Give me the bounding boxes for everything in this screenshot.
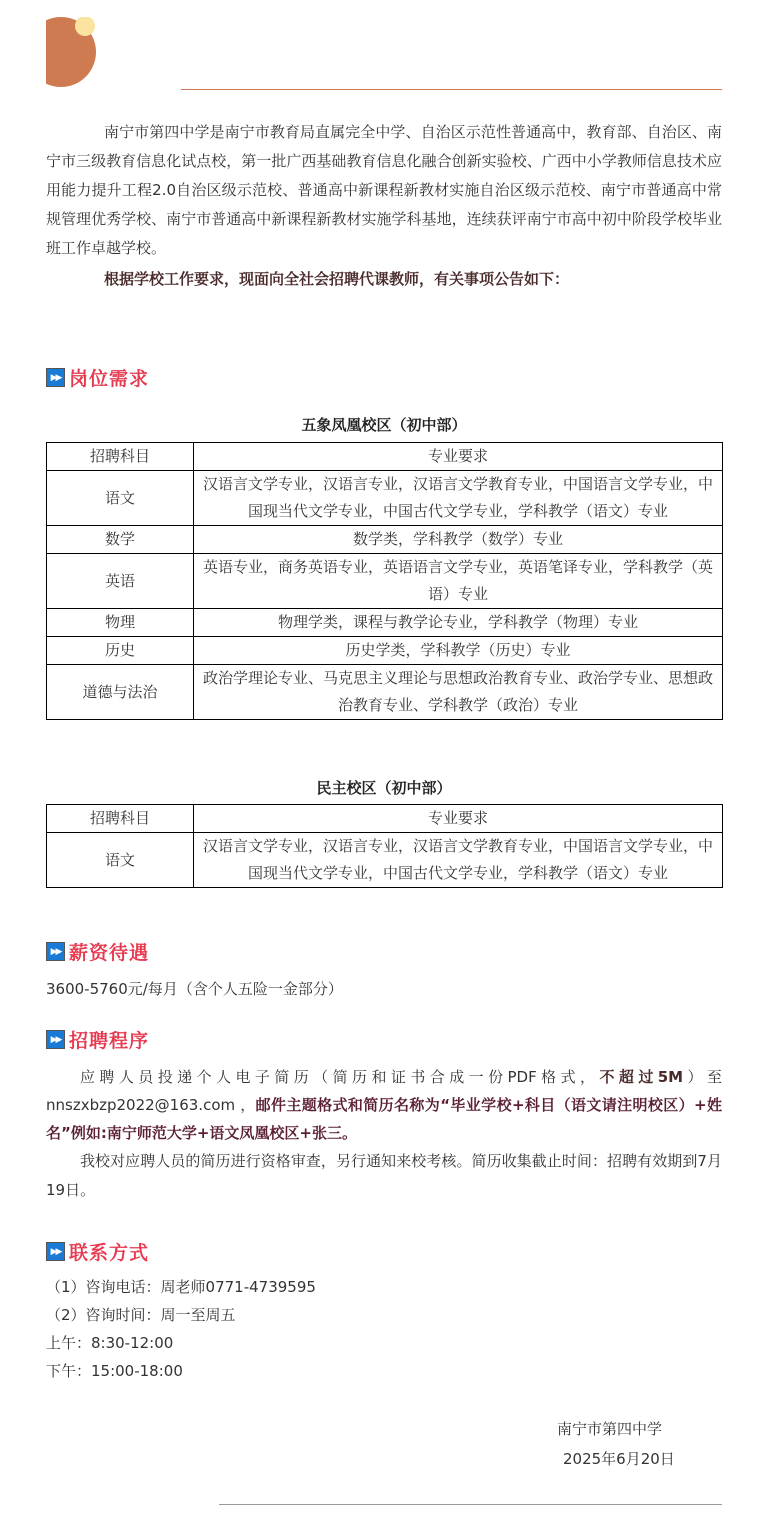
section-heading-contact: ▶▶ 联系方式	[46, 1238, 149, 1265]
table-row: 历史 历史学类，学科教学（历史）专业	[47, 637, 723, 665]
table-row: 物理 物理学类，课程与教学论专业，学科教学（物理）专业	[47, 609, 723, 637]
fast-forward-icon: ▶▶	[46, 1030, 65, 1049]
table-row: 道德与法治 政治学理论专业、马克思主义理论与思想政治教育专业、政治学专业、思想政治教育专业、学科教学（政治）专业	[47, 665, 723, 720]
procedure-paragraph-1: 应聘人员投递个人电子简历（简历和证书合成一份PDF格式，不超过5M）至nnszxbzp2022@163.com ，邮件主题格式和简历名称为“毕业学校+科目（语文请注明校区）+姓名”例如:南宁师范大学+语文凤凰校区+张三。	[46, 1068, 723, 1142]
signature-school: 南宁市第四中学	[557, 1420, 663, 1438]
contact-pm: 下午：15:00-18:00	[46, 1362, 183, 1380]
table-row: 英语 英语专业，商务英语专业，英语语言文学专业，英语笔译专业，学科教学（英语）专业	[47, 554, 723, 609]
section-heading-positions: ▶▶ 岗位需求	[46, 364, 149, 391]
intro	[46, 118, 722, 294]
top-divider	[181, 89, 722, 90]
section-heading-salary: ▶▶ 薪资待遇	[46, 938, 149, 965]
signature-date: 2025年6月20日	[563, 1450, 675, 1468]
procedure-paragraph-2: 我校对应聘人员的简历进行资格审查，另行通知来校考核。简历收集截止时间：招聘有效期到7月19日。	[46, 1152, 722, 1199]
table-header-row: 招聘科目 专业要求	[47, 805, 723, 833]
positions-table-wuxiang	[46, 442, 723, 720]
fast-forward-icon: ▶▶	[46, 1242, 65, 1261]
procedure	[46, 1063, 722, 1205]
fast-forward-icon: ▶▶	[46, 942, 65, 961]
contact-phone: （1）咨询电话：周老师0771-4739595	[46, 1278, 316, 1296]
signature	[557, 1414, 675, 1474]
bottom-divider	[219, 1504, 722, 1505]
contact-am: 上午：8:30-12:00	[46, 1334, 174, 1352]
table-row: 语文 汉语言文学专业，汉语言专业，汉语言文学教育专业，中国语言文学专业，中国现当代文学专业，中国古代文学专业，学科教学（语文）专业	[47, 471, 723, 526]
positions-table-minzhu	[46, 804, 723, 888]
intro-paragraph: 南宁市第四中学是南宁市教育局直属完全中学、自治区示范性普通高中，教育部、自治区、南宁市三级教育信息化试点校，第一批广西基础教育信息化融合创新实验校、广西中小学教师信息技术应用能力提升工程2.0自治区级示范校、普通高中新课程新教材实施自治区级示范校、南宁市普通高中常规管理优秀学校、南宁市普通高中新课程新教材实施学科基地，连续获评南宁市高中初中阶段学校毕业班工作卓越学校。	[46, 123, 722, 257]
announce-text: 根据学校工作要求，现面向全社会招聘代课教师，有关事项公告如下：	[104, 270, 570, 288]
table-row: 数学 数学类，学科教学（数学）专业	[47, 526, 723, 554]
fast-forward-icon: ▶▶	[46, 368, 65, 387]
contact	[46, 1273, 722, 1385]
section-heading-procedure: ▶▶ 招聘程序	[46, 1026, 149, 1053]
table-header-row: 招聘科目 专业要求	[47, 443, 723, 471]
contact-time: （2）咨询时间：周一至周五	[46, 1306, 236, 1324]
decorative-circle-logo	[46, 17, 96, 87]
table-title: 五象凤凰校区（初中部）	[301, 416, 467, 434]
table-title: 民主校区（初中部）	[316, 779, 452, 797]
table-row: 语文 汉语言文学专业，汉语言专业，汉语言文学教育专业，中国语言文学专业，中国现当代文学专业，中国古代文学专业，学科教学（语文）专业	[47, 833, 723, 888]
salary-text: 3600-5760元/每月（含个人五险一金部分）	[46, 980, 343, 998]
